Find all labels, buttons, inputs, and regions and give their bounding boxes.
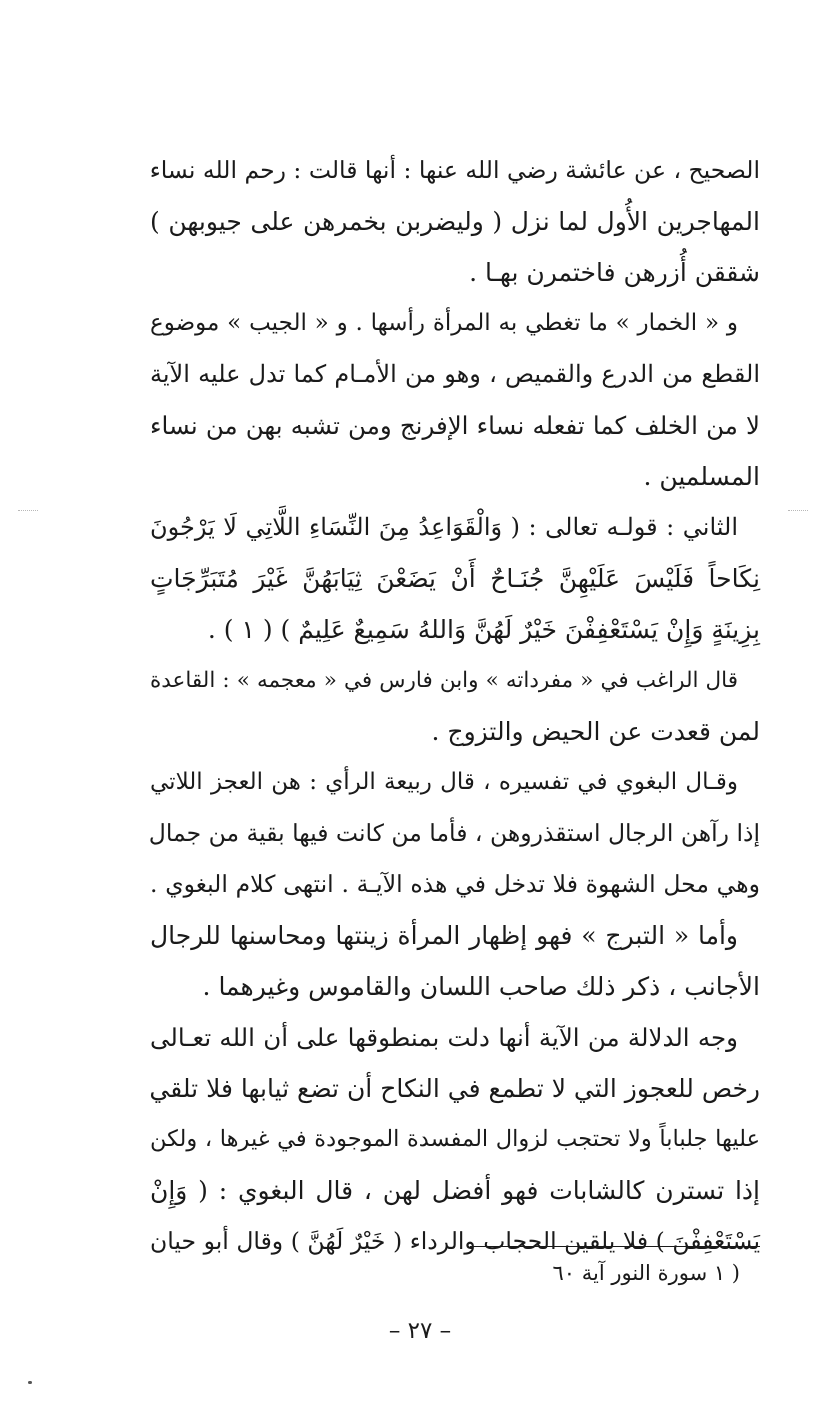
text-line: الأجانب ، ذكر ذلك صاحب اللسان والقاموس وغيرهما . [202, 972, 760, 1001]
text-line: رخص للعجوز التي لا تطمع في النكاح أن تضع ثيابها فلا تلقي [149, 1074, 760, 1103]
text-line: لمن قعدت عن الحيض والتزوج . [431, 717, 760, 746]
page-number: – ٢٧ – [388, 1318, 452, 1344]
text-line: عليها جلباباً ولا تحتجب لزوال المفسدة الموجودة في غيرها ، ولكن [150, 1126, 760, 1152]
body-text [150, 145, 760, 1267]
text-line: وأما « التبرج » فهو إظهار المرأة زينتها ومحاسنها للرجال [150, 921, 738, 950]
footnote-divider [470, 1246, 760, 1247]
scan-speck [28, 1381, 32, 1384]
margin-mark [788, 510, 808, 511]
text-line: القطع من الدرع والقميص ، وهو من الأمـام كما تدل عليه الآية [150, 360, 760, 388]
margin-mark [18, 510, 38, 511]
footnote: ( ١ سورة النور آية ٦٠ [552, 1261, 740, 1285]
text-line: وهي محل الشهوة فلا تدخل في هذه الآيـة . انتهى كلام البغوي . [150, 870, 760, 898]
text-line: شققن أُزرهن فاختمرن بهـا . [469, 258, 760, 287]
text-line: و « الخمار » ما تغطي به المرأة رأسها . و « الجيب » موضوع [150, 310, 738, 336]
text-line: الصحيح ، عن عائشة رضي الله عنها : أنها قالت : رحم الله نساء [149, 156, 760, 184]
text-line: الثاني : قولـه تعالى : ( وَالْقَوَاعِدُ مِنَ النِّسَاءِ اللَّاتِي لَا يَرْجُونَ [150, 513, 738, 541]
text-line: نِكَاحاً فَلَيْسَ عَلَيْهِنَّ جُنَـاحٌ أَنْ يَضَعْنَ ثِيَابَهُنَّ غَيْرَ مُتَبَرِّجَاتٍ [150, 564, 760, 593]
text-line: وجه الدلالة من الآية أنها دلت بمنطوقها على أن الله تعـالى [150, 1023, 738, 1052]
text-line: يَسْتَعْفِفْنَ ) فلا يلقين الحجاب والرداء ( خَيْرٌ لَهُنَّ ) وقال أبو حيان [150, 1227, 760, 1255]
text-line: المهاجرين الأُول لما نزل ( وليضربن بخمرهن على جيوبهن ) [150, 207, 760, 236]
text-line: إذا تسترن كالشابات فهو أفضل لهن ، قال البغوي : ( وَإِنْ [150, 1176, 760, 1205]
text-line: إذا رآهن الرجال استقذروهن ، فأما من كانت فيها بقية من جمال [148, 819, 760, 847]
text-line: لا من الخلف كما تفعله نساء الإفرنج ومن تشبه بهن من نساء [150, 411, 760, 440]
text-line: بِزِينَةٍ وَإِنْ يَسْتَعْفِفْنَ خَيْرٌ لَهُنَّ وَاللهُ سَمِيعٌ عَلِيمٌ ) ( ١ ) . [207, 615, 760, 644]
text-line: قال الراغب في « مفرداته » وابن فارس في « معجمه » : القاعدة [150, 668, 738, 693]
text-line: وقـال البغوي في تفسيره ، قال ربيعة الرأي : هن العجز اللاتي [150, 769, 738, 795]
text-line: المسلمين . [643, 462, 760, 491]
